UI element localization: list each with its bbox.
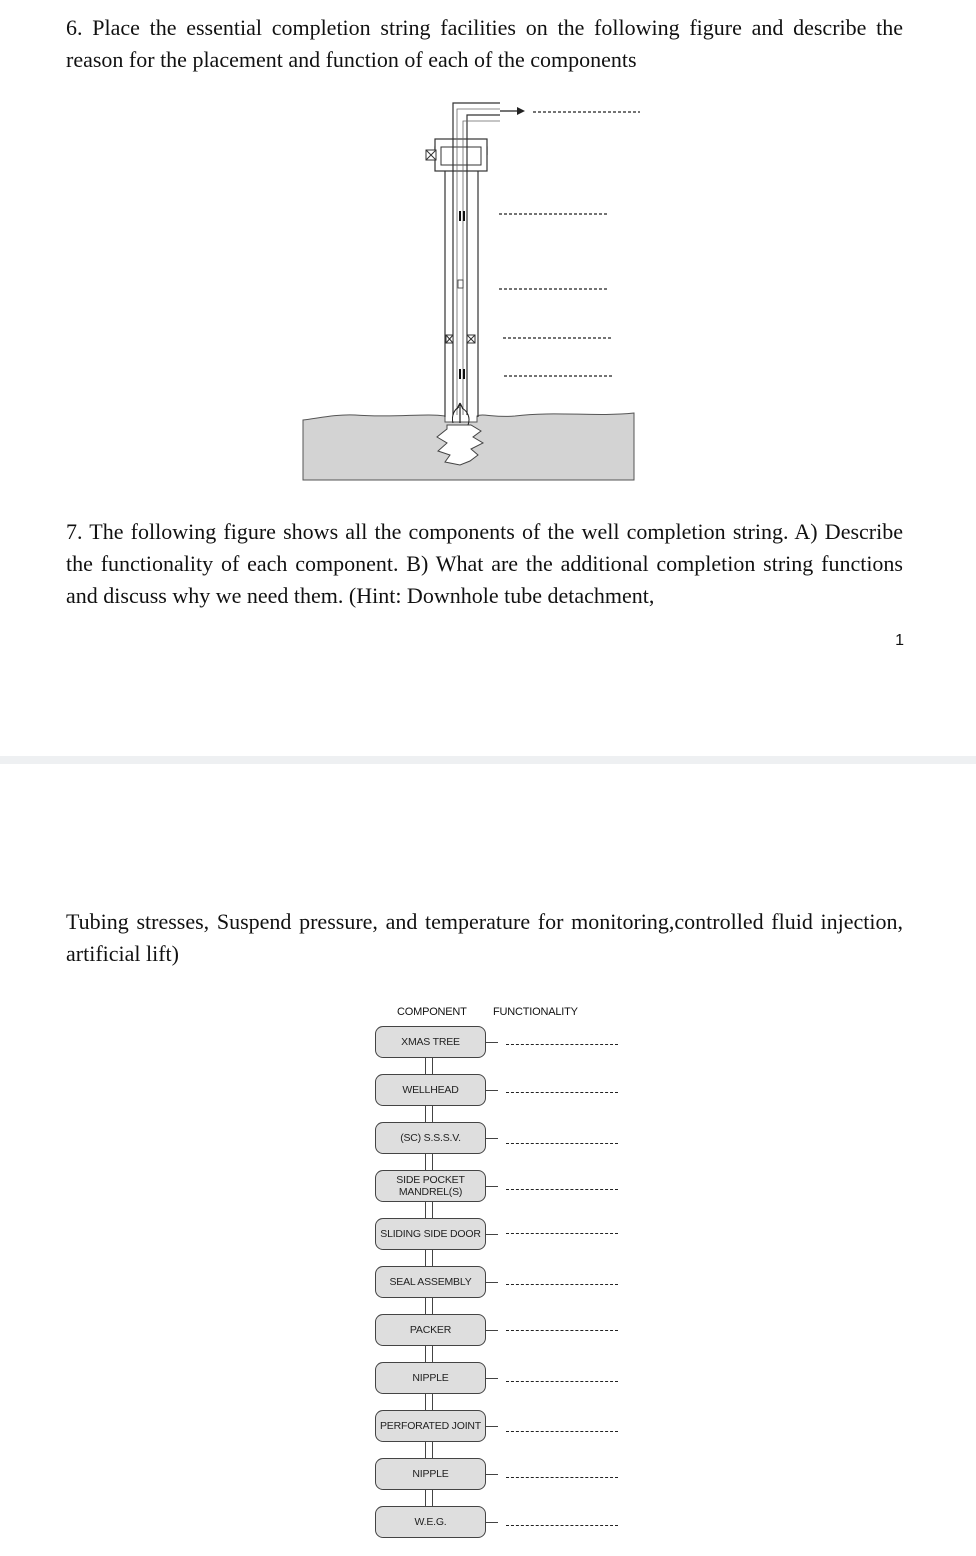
- question-7-text: 7. The following figure shows all the components of the well completion string. A) Describe the functionality of each component. B) What are the additional completion string functions and discuss why we need them. (Hint: Downhole tube detachment,: [66, 519, 903, 608]
- answer-line: [506, 1381, 618, 1382]
- flow-arrow-icon: [500, 107, 525, 115]
- component-box: SLIDING SIDE DOOR: [375, 1218, 486, 1250]
- answer-line: [506, 1143, 618, 1144]
- component-box: SEAL ASSEMBLY: [375, 1266, 486, 1298]
- connector-tick: [486, 1378, 498, 1379]
- question-7-continuation: Tubing stresses, Suspend pressure, and temperature for monitoring,controlled fluid injection, artificial lift): [66, 909, 903, 966]
- component-box: WELLHEAD: [375, 1074, 486, 1106]
- question-6-text: 6. Place the essential completion string facilities on the following figure and describe the reason for the placement and function of each of the components: [66, 15, 903, 72]
- functionality-column-header: FUNCTIONALITY: [493, 1006, 578, 1018]
- connector-tick: [486, 1234, 498, 1235]
- connector-tick: [486, 1282, 498, 1283]
- side-pocket-mandrel: [458, 280, 463, 288]
- component-box: SIDE POCKET MANDREL(S): [375, 1170, 486, 1202]
- answer-line: [506, 1189, 618, 1190]
- connector-tick: [486, 1042, 498, 1043]
- component-box: PERFORATED JOINT: [375, 1410, 486, 1442]
- answer-line: [506, 1431, 618, 1432]
- completion-component-table: [360, 1000, 680, 1556]
- connector-tick: [486, 1330, 498, 1331]
- connector-tick: [486, 1186, 498, 1187]
- connector-tick: [486, 1474, 498, 1475]
- well-schematic: [295, 95, 640, 487]
- answer-line: [506, 1044, 618, 1045]
- answer-line: [506, 1233, 618, 1234]
- connector-tick: [486, 1090, 498, 1091]
- component-box: (SC) S.S.S.V.: [375, 1122, 486, 1154]
- page-1: [0, 0, 976, 756]
- component-box: NIPPLE: [375, 1362, 486, 1394]
- answer-line: [506, 1477, 618, 1478]
- answer-line: [506, 1284, 618, 1285]
- answer-line: [506, 1525, 618, 1526]
- component-box: PACKER: [375, 1314, 486, 1346]
- nipple-marker: [459, 369, 461, 379]
- sssv-marker: [459, 211, 461, 221]
- answer-lines: [499, 112, 640, 376]
- page-2: [0, 764, 976, 1556]
- packer-icon: [446, 335, 475, 343]
- component-box: NIPPLE: [375, 1458, 486, 1490]
- component-box: W.E.G.: [375, 1506, 486, 1538]
- page-number: 1: [895, 632, 904, 649]
- page-separator: [0, 756, 976, 764]
- connector-tick: [486, 1138, 498, 1139]
- connector-tick: [486, 1522, 498, 1523]
- component-column-header: COMPONENT: [397, 1006, 467, 1018]
- valve-icon: [426, 150, 436, 160]
- answer-line: [506, 1092, 618, 1093]
- answer-line: [506, 1330, 618, 1331]
- connector-tick: [486, 1426, 498, 1427]
- component-box: XMAS TREE: [375, 1026, 486, 1058]
